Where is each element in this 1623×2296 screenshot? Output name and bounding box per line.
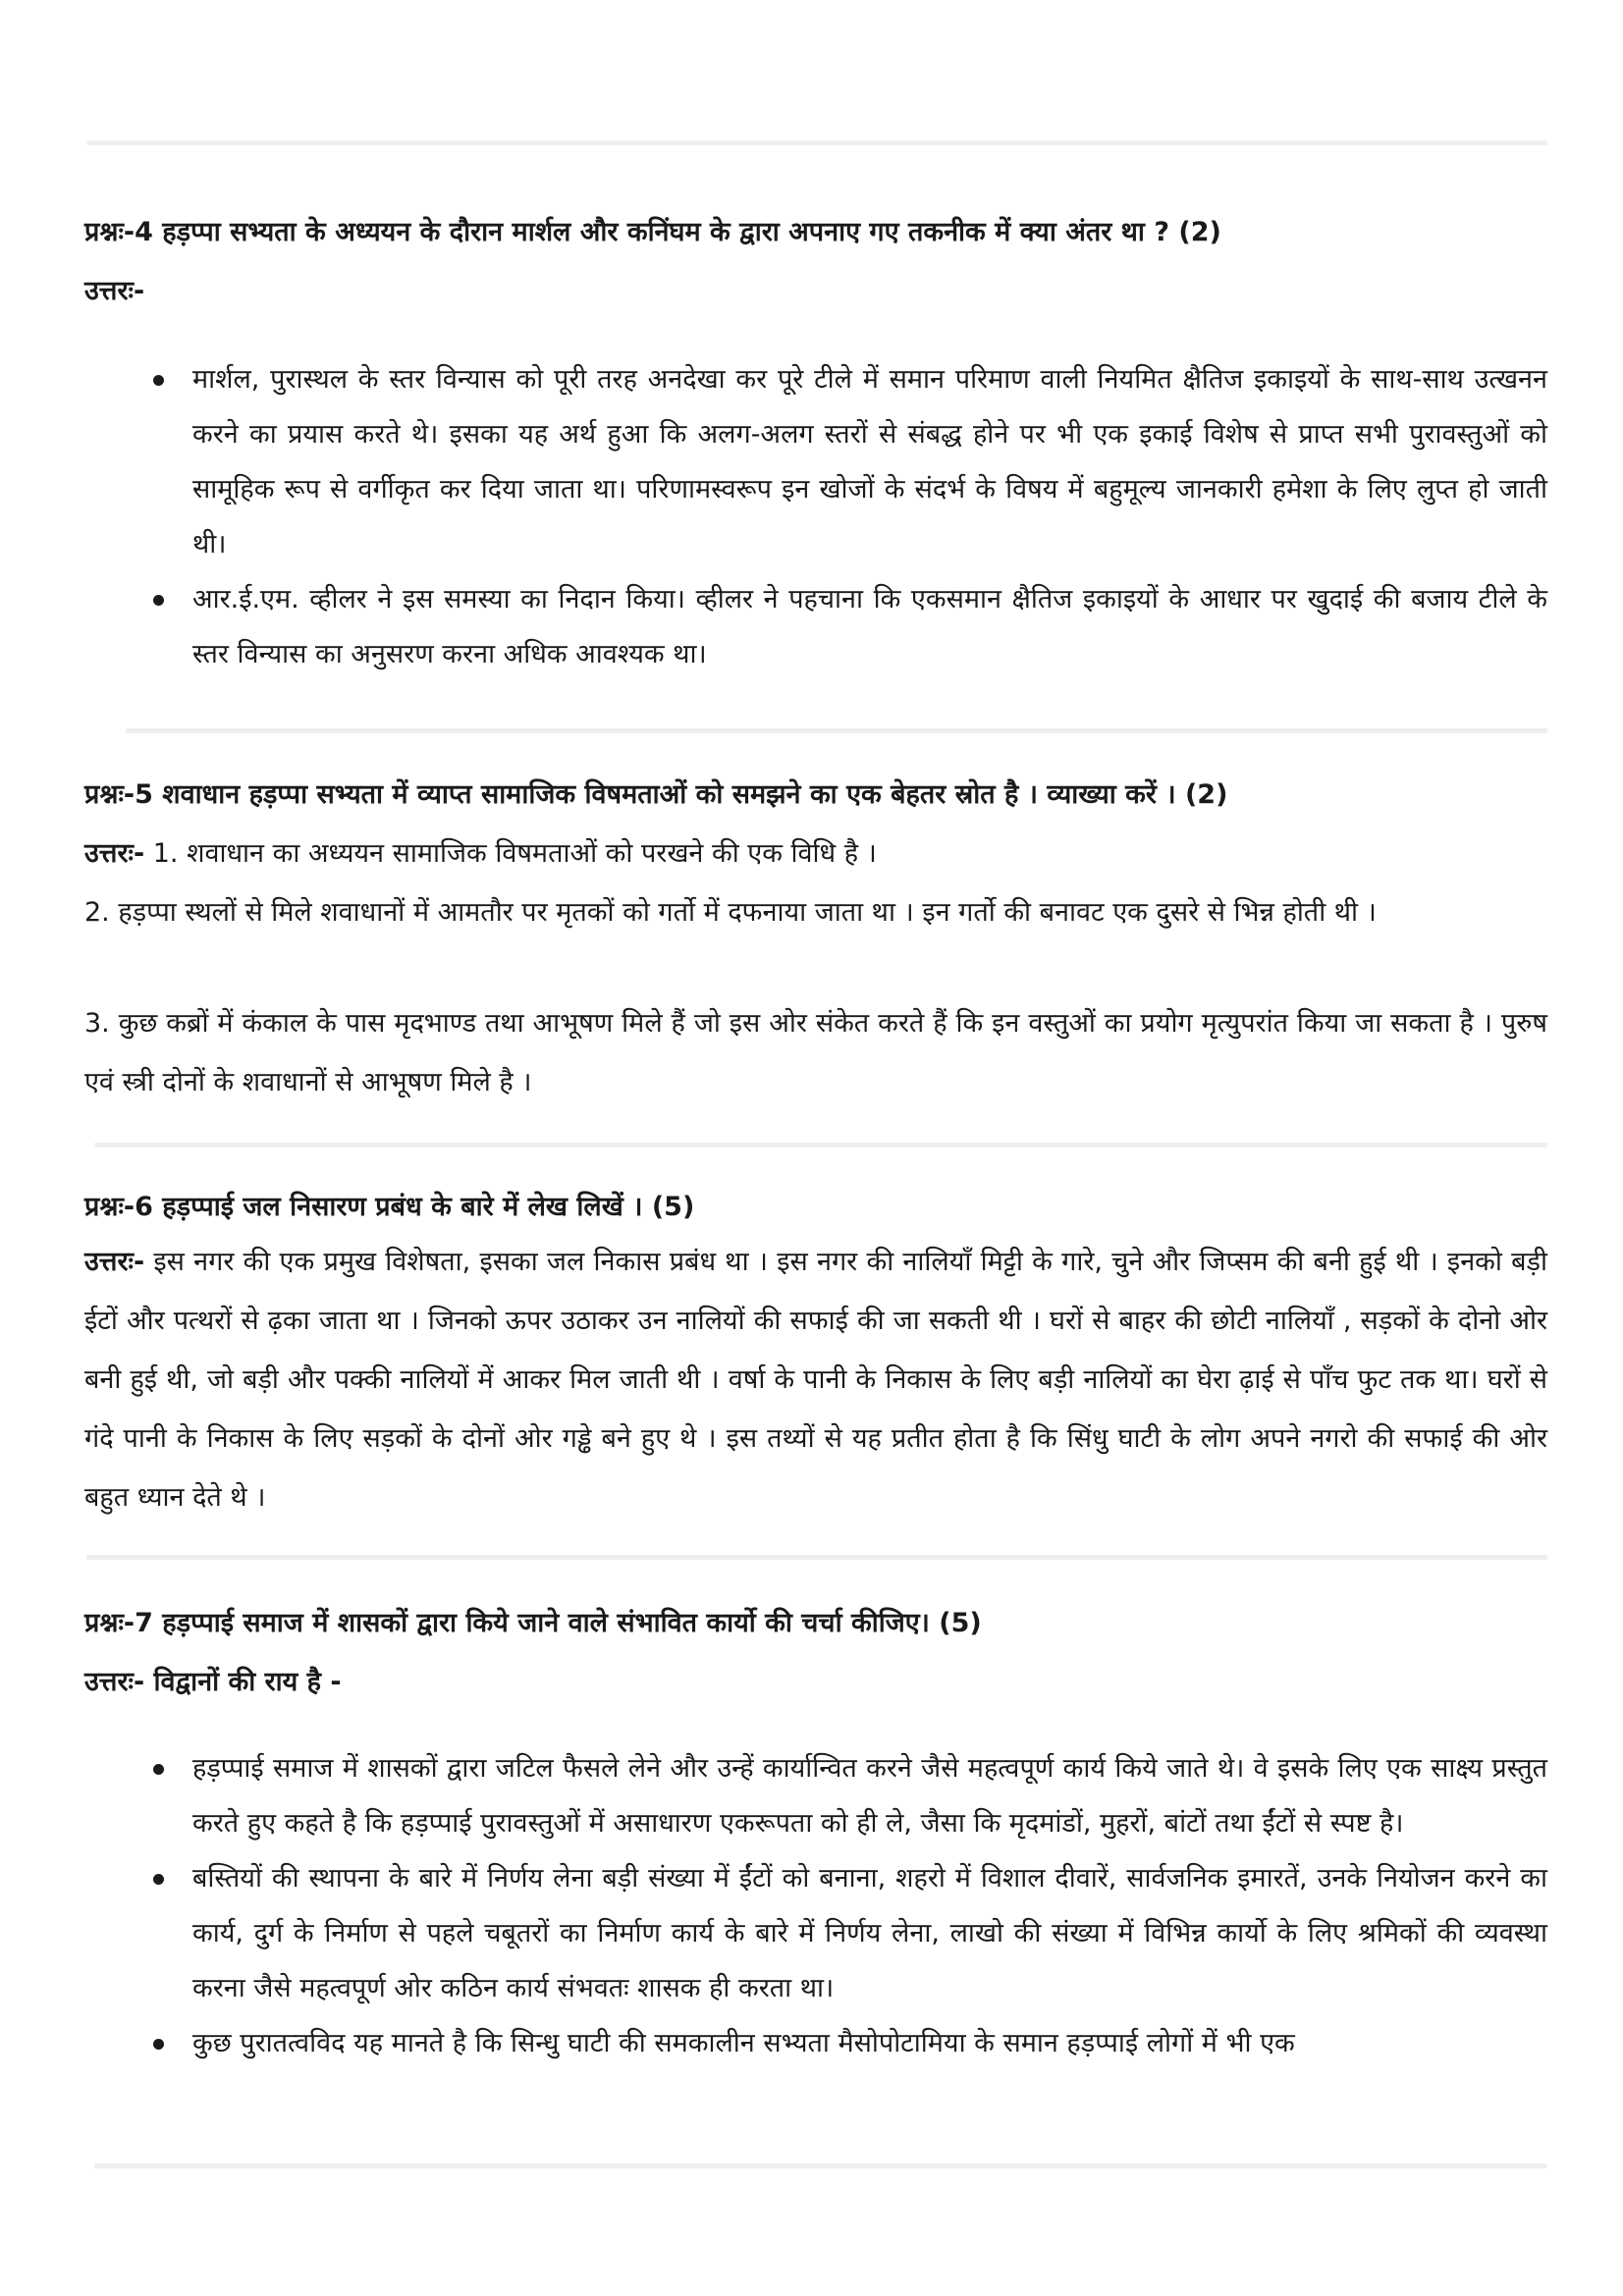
question-7: प्रश्नः-7 हड़प्पाई समाज में शासकों द्वारा किये जाने वाले संभावित कार्यो की चर्चा कीजिए। (5): [84, 1608, 982, 1638]
answer-6: उत्तरः- इस नगर की एक प्रमुख विशेषता, इसका जल निकास प्रबंध था । इस नगर की नालियाँ मिट्टी के गारे, चुने और जिप्सम की बनी हुई थी । इनको बड़ी ईटों और पत्थरों से ढ़का जाता था । जिनको ऊपर उठाकर उन नालियों की सफाई की जा सकती थी । घरों से बाहर की छोटी नालियाँ , सड़कों के दोनो ओर बनी हुई थी, जो बड़ी और पक्की नालियों में आकर मिल जाती थी । वर्षा के पानी के निकास के लिए बड़ी नालियों का घेरा ढ़ाई से पाँच फुट तक था। घरों से गंदे पानी के निकास के लिए सड़कों के दोनों ओर गड्ढे बने हुए थे । इस तथ्यों से यह प्रतीत होता है कि सिंधु घाटी के लोग अपने नगरो की सफाई की ओर बहुत ध्यान देते थे ।: [84, 1247, 1547, 1513]
answer-7-list: [84, 1741, 1547, 2071]
answer-4-label: उत्तरः-: [84, 276, 145, 306]
answer-5-point-3: 3. कुछ कब्रों में कंकाल के पास मृदभाण्ड तथा आभूषण मिले हैं जो इस ओर संकेत करते हैं कि इन वस्तुओं का प्रयोग मृत्युपरांत किया जा सकता है । पुरुष एवं स्त्री दोनों के शवाधानों से आभूषण मिले है ।: [84, 1008, 1547, 1097]
section-divider: [126, 728, 1547, 733]
question-5: प्रश्नः-5 शवाधान हड़प्पा सभ्यता में व्याप्त सामाजिक विषमताओं को समझने का एक बेहतर स्रोत है । व्याख्या करें । (2): [84, 779, 1228, 810]
list-item: आर.ई.एम. व्हीलर ने इस समस्या का निदान किया। व्हीलर ने पहचाना कि एकसमान क्षैतिज इकाइयों के आधार पर खुदाई की बजाय टीले के स्तर विन्यास का अनुसरण करना अधिक आवश्यक था।: [84, 572, 1547, 682]
answer-5-point-2: 2. हड़प्पा स्थलों से मिले शवाधानों में आमतौर पर मृतकों को गर्तो में दफनाया जाता था । इन गर्तो की बनावट एक दुसरे से भिन्न होती थी ।: [84, 897, 1377, 928]
answer-5-label: उत्तरः-: [84, 838, 145, 869]
bullet-icon: [153, 375, 164, 386]
bullet-icon: [153, 1764, 164, 1775]
list-item: बस्तियों की स्थापना के बारे में निर्णय लेना बड़ी संख्या में ईंटों को बनाना, शहरो में विशाल दीवारें, सार्वजनिक इमारतें, उनके नियोजन करने का कार्य, दुर्ग के निर्माण से पहले चबूतरों का निर्माण कार्य के बारे में निर्णय लेना, लाखो की संख्या में विभिन्न कार्यो के लिए श्रमिकों की व्यवस्था करना जैसे महत्वपूर्ण ओर कठिन कार्य संभवतः शासक ही करता था।: [84, 1851, 1547, 2016]
answer-6-label: उत्तरः-: [84, 1247, 145, 1277]
bullet-icon: [153, 595, 164, 606]
section-divider: [94, 1143, 1547, 1148]
section-divider: [86, 1555, 1547, 1560]
answer-5-point-1: उत्तरः- 1. शवाधान का अध्ययन सामाजिक विषमताओं को परखने की एक विधि है ।: [84, 838, 877, 869]
question-6: प्रश्नः-6 हड़प्पाई जल निसारण प्रबंध के बारे में लेख लिखें । (5): [84, 1192, 695, 1222]
bullet-icon: [153, 2039, 164, 2050]
answer-4-list: [84, 352, 1547, 682]
answer-7-label: उत्तरः- विद्वानों की राय है -: [84, 1667, 342, 1697]
top-divider: [86, 140, 1547, 145]
question-4: प्रश्नः-4 हड़प्पा सभ्यता के अध्ययन के दौरान मार्शल और कनिंघम के द्वारा अपनाए गए तकनीक में क्या अंतर था ? (2): [84, 217, 1221, 247]
list-item: हड़प्पाई समाज में शासकों द्वारा जटिल फैसले लेने और उन्हें कार्यान्वित करने जैसे महत्वपूर्ण कार्य किये जाते थे। वे इसके लिए एक साक्ष्य प्रस्तुत करते हुए कहते है कि हड़प्पाई पुरावस्तुओं में असाधारण एकरूपता को ही ले, जैसा कि मृदमांडों, मुहरों, बांटों तथा ईंटों से स्पष्ट है।: [84, 1741, 1547, 1851]
bottom-divider: [94, 2163, 1547, 2168]
list-item: कुछ पुरातत्वविद यह मानते है कि सिन्धु घाटी की समकालीन सभ्यता मैसोपोटामिया के समान हड़प्पाई लोगों में भी एक: [84, 2016, 1547, 2071]
list-item: मार्शल, पुरास्थल के स्तर विन्यास को पूरी तरह अनदेखा कर पूरे टीले में समान परिमाण वाली नियमित क्षैतिज इकाइयों के साथ-साथ उत्खनन करने का प्रयास करते थे। इसका यह अर्थ हुआ कि अलग-अलग स्तरों से संबद्ध होने पर भी एक इकाई विशेष से प्राप्त सभी पुरावस्तुओं को सामूहिक रूप से वर्गीकृत कर दिया जाता था। परिणामस्वरूप इन खोजों के संदर्भ के विषय में बहुमूल्य जानकारी हमेशा के लिए लुप्त हो जाती थी।: [84, 352, 1547, 572]
bullet-icon: [153, 1874, 164, 1885]
